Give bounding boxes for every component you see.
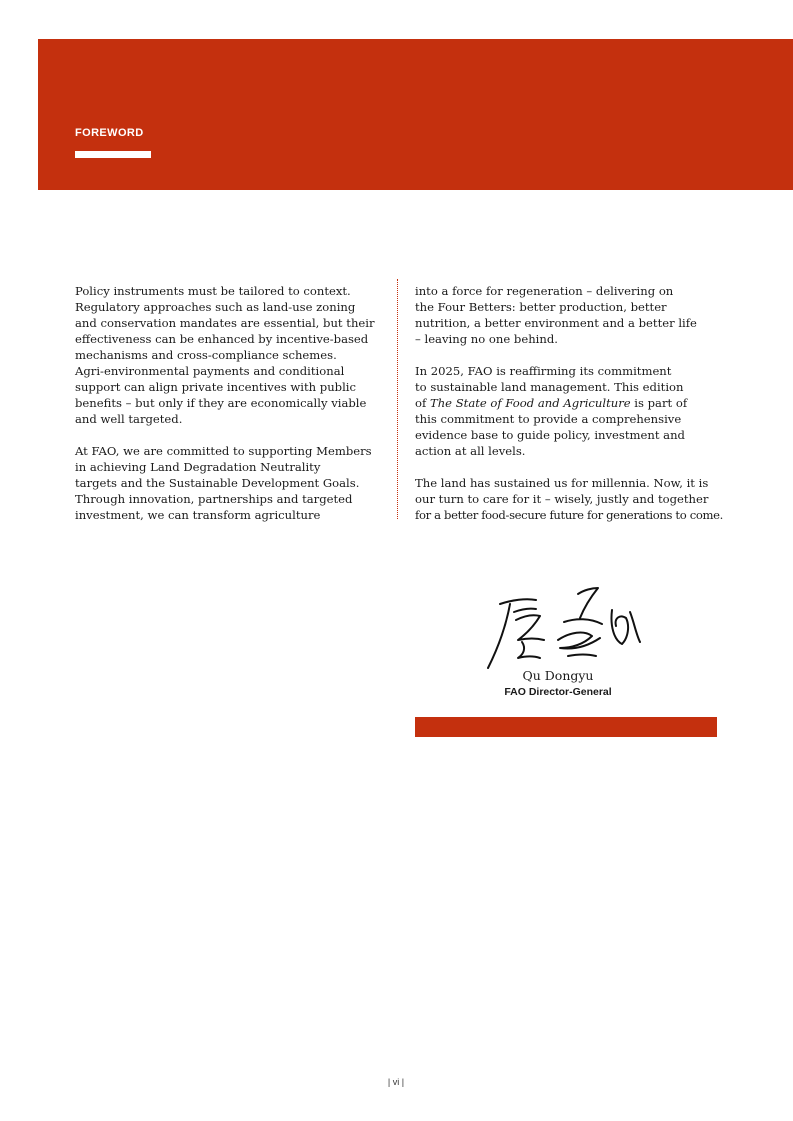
column-divider	[397, 279, 398, 519]
publication-title: The State of Food and Agriculture	[429, 396, 631, 410]
text-line	[415, 395, 725, 411]
text-line: targets and the Sustainable Development Goals.	[75, 476, 360, 490]
paragraph-closing	[415, 475, 725, 523]
text-line: At FAO, we are committed to supporting Members	[75, 444, 372, 458]
text-fragment: is part of	[630, 396, 688, 410]
section-label: FOREWORD	[75, 127, 144, 139]
text-line: this commitment to provide a comprehensive	[415, 412, 682, 426]
text-line: in achieving Land Degradation Neutrality	[75, 460, 321, 474]
page-number: | vi |	[387, 1077, 405, 1087]
text-line: and conservation mandates are essential, but their	[75, 316, 375, 330]
text-fragment: of	[415, 396, 430, 410]
text-line: and well targeted.	[75, 412, 183, 426]
paragraph-reaffirming	[415, 363, 725, 459]
text-line: Agri-environmental payments and conditional	[75, 364, 345, 378]
text-line: support can align private incentives with public	[75, 380, 356, 394]
text-line: benefits – but only if they are economically viable	[75, 396, 367, 410]
accent-bar	[415, 717, 717, 737]
text-line: our turn to care for it – wisely, justly and together	[415, 492, 709, 506]
text-line: Regulatory approaches such as land-use zoning	[75, 300, 356, 314]
text-line: into a force for regeneration – delivering on	[415, 284, 674, 298]
header-banner	[38, 39, 793, 190]
text-line: Through innovation, partnerships and targeted	[75, 492, 353, 506]
signatory-title: FAO Director-General	[504, 686, 612, 698]
text-line: Policy instruments must be tailored to context.	[75, 284, 351, 298]
text-line: evidence base to guide policy, investment and	[415, 428, 685, 442]
text-line: – leaving no one behind.	[415, 332, 558, 346]
text-line: to sustainable land management. This edition	[415, 380, 684, 394]
text-line: action at all levels.	[415, 444, 526, 458]
text-line: the Four Betters: better production, better	[415, 300, 667, 314]
text-line: mechanisms and cross-compliance schemes.	[75, 348, 337, 362]
signature-image	[480, 582, 650, 674]
text-line: In 2025, FAO is reaffirming its commitment	[415, 364, 672, 378]
text-line: nutrition, a better environment and a better life	[415, 316, 697, 330]
signatory-name: Qu Dongyu	[522, 668, 594, 683]
text-line: for a better food-secure future for generations to come.	[415, 508, 723, 522]
paragraph-fao-commitment	[75, 443, 387, 523]
text-line: effectiveness can be enhanced by incentive-based	[75, 332, 369, 346]
text-line: The land has sustained us for millennia. Now, it is	[415, 476, 709, 490]
left-column	[75, 283, 387, 539]
section-underline-bar	[75, 151, 151, 158]
paragraph-four-betters	[415, 283, 725, 347]
paragraph-policy-instruments	[75, 283, 387, 427]
text-line: investment, we can transform agriculture	[75, 508, 321, 522]
right-column	[415, 283, 725, 539]
